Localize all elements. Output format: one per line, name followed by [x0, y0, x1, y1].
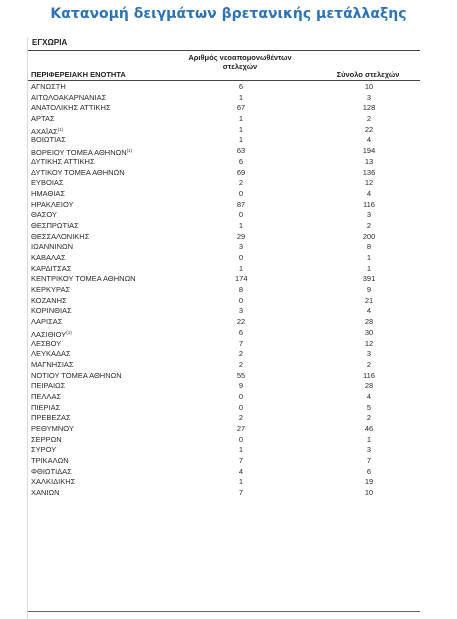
table-row — [28, 328, 420, 339]
new-strains-value: 2 — [238, 178, 244, 188]
column-header-new-line1: Αριθμός νεοαπομονωθέντων — [188, 53, 292, 62]
table-row — [28, 264, 420, 275]
region-name — [31, 306, 72, 317]
new-strains-value: 3 — [238, 242, 244, 252]
region-name-text: ΠΕΙΡΑΙΩΣ — [31, 381, 66, 391]
region-name-text: ΗΡΑΚΛΕΙΟΥ — [31, 199, 74, 209]
region-name — [31, 82, 66, 93]
region-name — [31, 210, 57, 221]
new-strains-value: 1 — [238, 135, 244, 145]
table-row — [28, 125, 420, 136]
new-strains-value: 2 — [238, 349, 244, 359]
region-name-text: ΡΕΘΥΜΝΟΥ — [31, 424, 74, 433]
new-strains-value: 2 — [238, 359, 244, 369]
new-strains-value: 7 — [238, 338, 244, 348]
new-strains-value: 0 — [238, 434, 244, 444]
new-strains-value: 63 — [236, 146, 246, 156]
region-name — [31, 360, 74, 371]
new-strains-value: 0 — [238, 188, 244, 198]
region-name-text: ΗΜΑΘΙΑΣ — [31, 188, 66, 198]
new-strains-value: 6 — [238, 82, 244, 91]
total-strains-value: 46 — [364, 424, 374, 433]
region-name — [31, 403, 60, 414]
new-strains-value: 7 — [238, 456, 244, 466]
new-strains-value: 0 — [238, 210, 244, 220]
document-page — [27, 38, 424, 619]
total-strains-value: 22 — [364, 124, 374, 134]
table-row — [28, 456, 420, 467]
total-strains-value: 13 — [364, 156, 374, 166]
total-strains-value: 4 — [366, 135, 372, 145]
total-strains-value: 19 — [364, 477, 374, 487]
region-name-text: ΚΟΖΑΝΗΣ — [31, 295, 67, 305]
new-strains-value: 1 — [238, 220, 244, 230]
total-strains-value: 1 — [366, 253, 372, 262]
table-row — [28, 435, 420, 446]
region-name — [31, 317, 62, 328]
footnote-marker: (1) — [66, 329, 72, 335]
footnote-marker: (1) — [57, 126, 64, 132]
new-strains-value: 1 — [238, 92, 244, 102]
new-strains-value: 27 — [236, 424, 246, 433]
region-name — [31, 349, 71, 360]
total-strains-value: 128 — [362, 103, 376, 113]
column-header-new-line2: στελεχών — [222, 62, 258, 71]
region-name — [31, 114, 55, 125]
new-strains-value: 1 — [238, 124, 244, 134]
new-strains-value: 3 — [238, 306, 244, 316]
region-name-text: ΙΩΑΝΝΙΝΩΝ — [31, 242, 74, 252]
total-strains-value: 2 — [366, 359, 372, 369]
table-row — [28, 274, 420, 285]
region-name-text: ΝΟΤΙΟΥ ΤΟΜΕΑ ΑΘΗΝΩΝ — [31, 370, 122, 380]
new-strains-value: 6 — [238, 156, 244, 166]
new-strains-value: 8 — [238, 285, 244, 295]
section-divider — [28, 50, 420, 51]
region-name-text: ΘΕΣΣΑΛΟΝΙΚΗΣ — [31, 231, 90, 241]
table-row — [28, 371, 420, 382]
table-row — [28, 285, 420, 296]
region-name — [31, 242, 73, 253]
total-strains-value: 391 — [362, 274, 376, 284]
new-strains-value: 174 — [235, 274, 248, 284]
total-strains-value: 116 — [363, 199, 375, 209]
table-row — [28, 221, 420, 232]
region-name-text: ΒΟΡΕΙΟΥ ΤΟΜΕΑ ΑΘΗΝΩΝ — [31, 148, 127, 158]
region-name — [31, 189, 65, 200]
new-strains-value: 9 — [238, 381, 244, 391]
region-name-text: ΒΟΙΩΤΙΑΣ — [31, 135, 66, 145]
new-strains-value: 55 — [236, 370, 246, 380]
total-strains-value: 7 — [366, 456, 372, 466]
total-strains-value: 4 — [366, 391, 372, 401]
region-name — [31, 371, 122, 382]
total-strains-value: 10 — [364, 488, 374, 498]
new-strains-value: 69 — [236, 167, 246, 177]
total-strains-value: 2 — [366, 220, 372, 230]
region-name — [31, 435, 62, 446]
region-name — [31, 274, 136, 285]
total-strains-value: 6 — [366, 466, 372, 476]
region-name — [31, 477, 75, 488]
region-name-text: ΜΑΓΝΗΣΙΑΣ — [31, 359, 74, 369]
region-name-text: ΠΕΛΛΑΣ — [31, 391, 62, 401]
total-strains-value: 116 — [363, 370, 375, 380]
total-strains-value: 28 — [364, 317, 374, 327]
region-name — [31, 445, 56, 456]
region-name — [31, 135, 66, 146]
new-strains-value: 1 — [238, 477, 244, 487]
region-name-text: ΧΑΛΚΙΔΙΚΗΣ — [31, 477, 76, 487]
new-strains-value: 67 — [236, 103, 246, 113]
new-strains-value: 87 — [236, 199, 246, 209]
table-row — [28, 232, 420, 243]
new-strains-value: 1 — [238, 263, 244, 273]
total-strains-value: 3 — [366, 210, 372, 220]
footnote-marker: (1) — [126, 148, 133, 154]
region-name-text: ΣΕΡΡΩΝ — [31, 434, 62, 444]
table-row — [28, 445, 420, 456]
region-name-text: ΚΕΡΚΥΡΑΣ — [31, 285, 71, 295]
region-name-text: ΠΡΕΒΕΖΑΣ — [31, 413, 71, 423]
region-name-text: ΑΓΝΩΣΤΗ — [31, 82, 66, 91]
region-name-text: ΛΕΣΒΟΥ — [31, 338, 62, 348]
table-row — [28, 103, 420, 114]
table-row — [28, 135, 420, 146]
table-row — [28, 317, 420, 328]
new-strains-value: 0 — [238, 402, 244, 412]
region-name-text: ΠΙΕΡΙΑΣ — [31, 402, 61, 412]
table-row — [28, 306, 420, 317]
page-title: Κατανομή δειγμάτων βρετανικής μετάλλαξης — [50, 6, 407, 22]
region-name — [31, 157, 95, 168]
new-strains-value: 0 — [238, 253, 244, 262]
table-row — [28, 189, 420, 200]
region-name — [31, 392, 61, 403]
total-strains-value: 2 — [366, 413, 372, 423]
total-strains-value: 8 — [366, 242, 372, 252]
total-strains-value: 28 — [364, 381, 374, 391]
total-strains-value: 136 — [362, 167, 376, 177]
region-name-text: ΚΕΝΤΡΙΚΟΥ ΤΟΜΕΑ ΑΘΗΝΩΝ — [31, 274, 136, 284]
new-strains-value: 7 — [238, 488, 244, 498]
region-name-text: ΣΥΡΟΥ — [31, 445, 57, 455]
new-strains-value: 29 — [236, 231, 246, 241]
table-row — [28, 360, 420, 371]
table-row — [28, 392, 420, 403]
table-row — [28, 467, 420, 478]
new-strains-value: 6 — [238, 327, 244, 337]
region-name-text: ΔΥΤΙΚΟΥ ΤΟΜΕΑ ΑΘΗΝΩΝ — [31, 167, 125, 177]
region-name — [31, 178, 64, 189]
region-name-text: ΛΑΣΙΘΙΟΥ — [31, 329, 67, 339]
table-row — [28, 381, 420, 392]
total-strains-value: 4 — [366, 306, 372, 316]
region-name-text: ΘΑΣΟΥ — [31, 210, 57, 220]
total-strains-value: 12 — [364, 178, 374, 188]
region-name — [31, 285, 70, 296]
region-name-text: ΧΑΝΙΩΝ — [31, 488, 60, 498]
table-row — [28, 477, 420, 488]
region-name — [31, 200, 74, 211]
region-name-text: ΑΙΤΩΛΟΑΚΑΡΝΑΝΙΑΣ — [31, 92, 107, 102]
column-header-new-strains — [185, 53, 295, 71]
total-strains-value: 200 — [362, 231, 376, 241]
total-strains-value: 4 — [366, 188, 372, 198]
region-name — [31, 381, 65, 392]
total-strains-value: 2 — [366, 114, 372, 124]
table-row — [28, 114, 420, 125]
region-name — [31, 253, 66, 264]
total-strains-value: 3 — [366, 445, 372, 455]
region-name-text: ΚΑΡΔΙΤΣΑΣ — [31, 263, 72, 273]
table-row — [28, 339, 420, 350]
header-divider — [28, 80, 420, 81]
table-body — [28, 82, 420, 499]
region-name-text: ΑΧΑΪΑΣ — [31, 126, 58, 136]
table-row — [28, 424, 420, 435]
region-name-text: ΑΝΑΤΟΛΙΚΗΣ ΑΤΤΙΚΗΣ — [31, 103, 111, 113]
section-heading: ΕΓΧΩΡΙΑ — [32, 38, 68, 47]
region-name-text: ΚΑΒΑΛΑΣ — [31, 253, 66, 262]
total-strains-value: 3 — [366, 92, 372, 102]
region-name — [31, 221, 79, 232]
region-name-text: ΤΡΙΚΑΛΩΝ — [31, 456, 69, 466]
total-strains-value: 30 — [364, 327, 374, 337]
table-row — [28, 210, 420, 221]
table-row — [28, 488, 420, 499]
total-strains-value: 21 — [364, 295, 374, 305]
region-name — [31, 413, 71, 424]
table-row — [28, 413, 420, 424]
column-header-total: Σύνολο στελεχών — [336, 70, 400, 79]
region-name — [31, 467, 72, 478]
new-strains-value: 1 — [238, 445, 244, 455]
table-row — [28, 93, 420, 104]
region-name-text: ΕΥΒΟΙΑΣ — [31, 178, 64, 188]
table-bottom-divider — [28, 611, 420, 612]
region-name — [31, 488, 60, 499]
table-row — [28, 403, 420, 414]
table-row — [28, 253, 420, 264]
new-strains-value: 0 — [238, 295, 244, 305]
new-strains-value: 4 — [238, 466, 244, 476]
total-strains-value: 9 — [366, 285, 372, 295]
region-name-text: ΚΟΡΙΝΘΙΑΣ — [31, 306, 72, 316]
total-strains-value: 1 — [366, 263, 372, 273]
total-strains-value: 10 — [364, 82, 374, 91]
region-name-text: ΔΥΤΙΚΗΣ ΑΤΤΙΚΗΣ — [31, 156, 95, 166]
region-name — [31, 93, 106, 104]
region-name — [31, 168, 125, 179]
total-strains-value: 1 — [366, 434, 372, 444]
region-name — [31, 339, 61, 350]
new-strains-value: 1 — [238, 114, 244, 124]
region-name-text: ΛΕΥΚΑΔΑΣ — [31, 349, 71, 359]
region-name — [31, 424, 74, 435]
region-name-text: ΦΘΙΩΤΙΔΑΣ — [31, 466, 72, 476]
region-name — [31, 456, 69, 467]
region-name — [31, 232, 89, 243]
region-name — [31, 103, 111, 114]
table-row — [28, 168, 420, 179]
new-strains-value: 22 — [236, 317, 246, 327]
total-strains-value: 194 — [362, 146, 376, 156]
region-name — [31, 296, 67, 307]
table-row — [28, 178, 420, 189]
total-strains-value: 5 — [366, 402, 372, 412]
table-row — [28, 146, 420, 157]
column-header-region: ΠΕΡΙΦΕΡΕΙΑΚΗ ΕΝΟΤΗΤΑ — [31, 70, 126, 79]
new-strains-value: 0 — [238, 391, 244, 401]
table-row — [28, 82, 420, 93]
table-row — [28, 242, 420, 253]
table-row — [28, 349, 420, 360]
region-name — [31, 264, 71, 275]
region-name-text: ΛΑΡΙΣΑΣ — [31, 317, 63, 327]
new-strains-value: 2 — [238, 413, 244, 423]
total-strains-value: 12 — [364, 338, 374, 348]
table-row — [28, 157, 420, 168]
region-name-text: ΑΡΤΑΣ — [31, 114, 55, 124]
table-row — [28, 200, 420, 211]
total-strains-value: 3 — [366, 349, 372, 359]
table-row — [28, 296, 420, 307]
region-name-text: ΘΕΣΠΡΩΤΙΑΣ — [31, 220, 79, 230]
